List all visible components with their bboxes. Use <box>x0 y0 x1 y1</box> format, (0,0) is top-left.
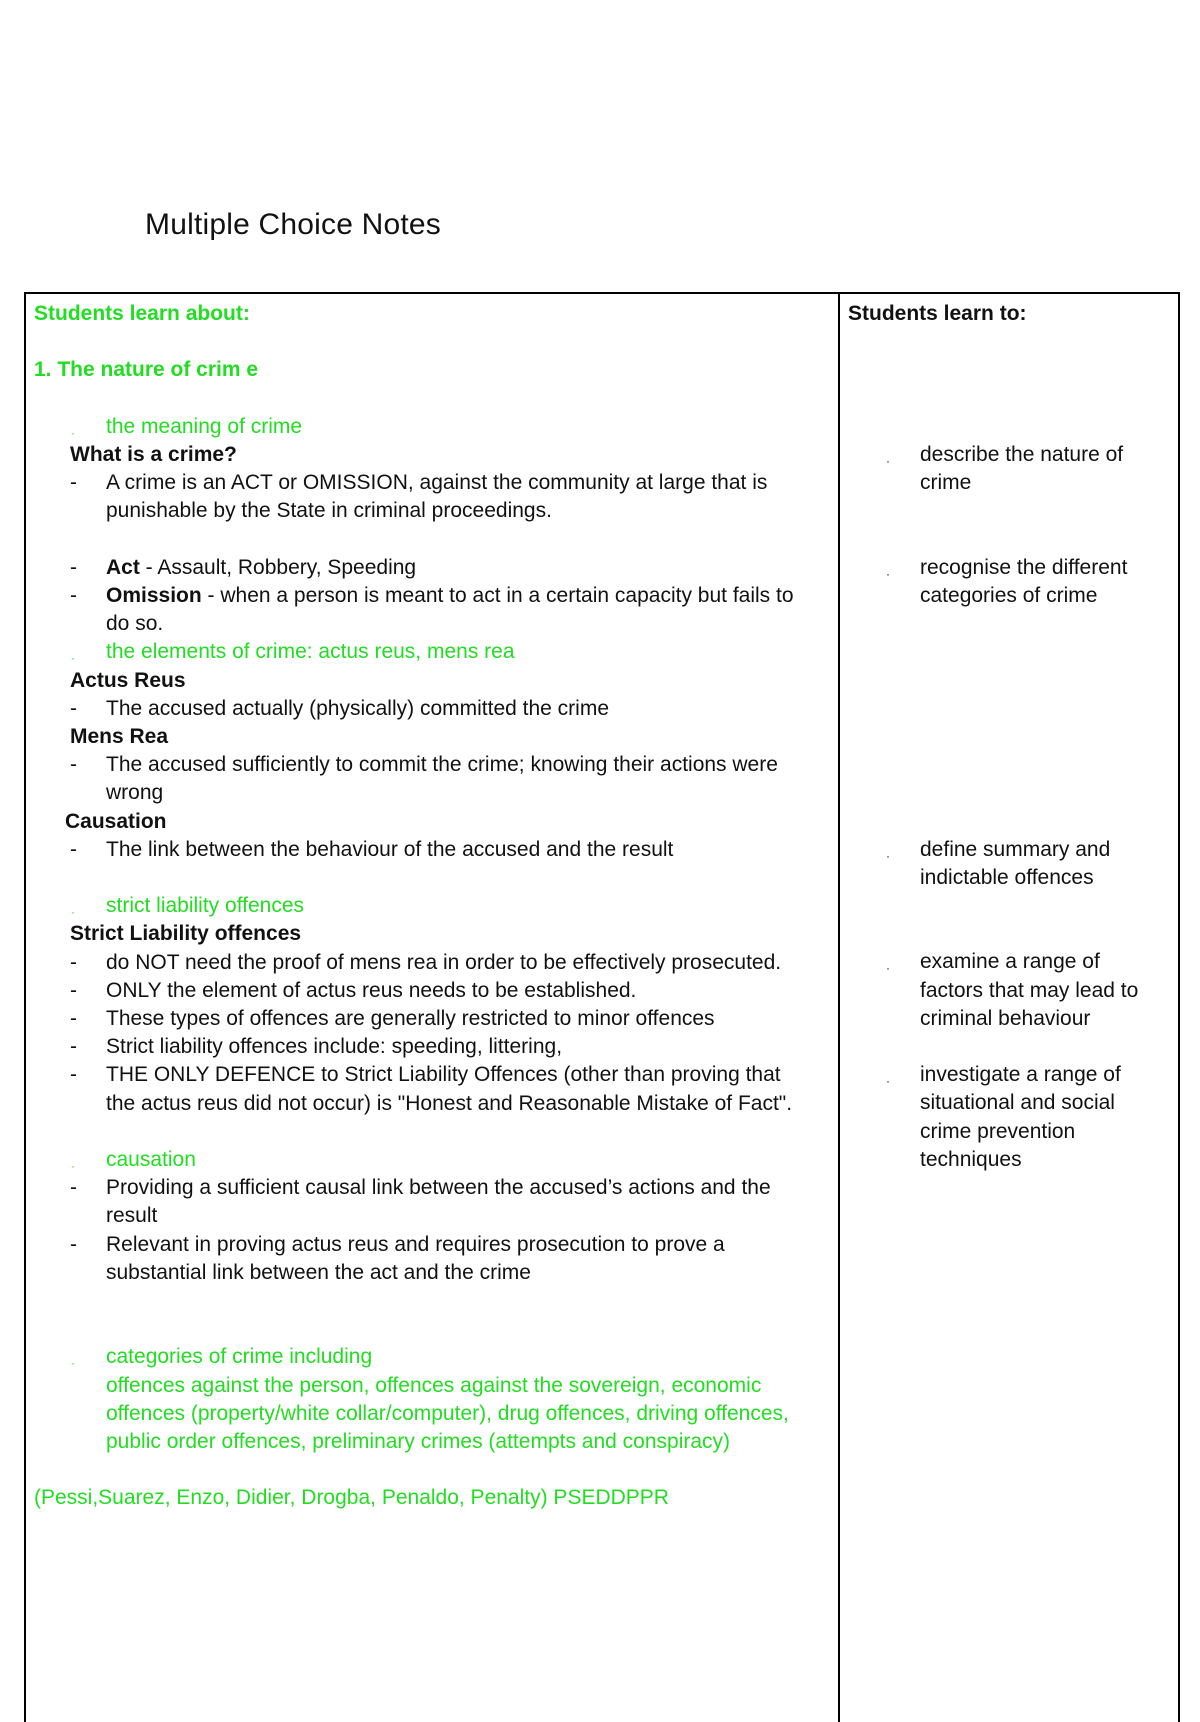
item-text: - when a person is meant to act in a certain capacity but fails to <box>201 583 794 607</box>
bullet-icon: · <box>71 905 75 920</box>
item-text: ONLY the element of actus reus needs to be established. <box>106 978 637 1002</box>
learn-to-column <box>848 300 1178 1174</box>
outcome-item <box>848 1061 1178 1174</box>
list-item <box>34 695 834 723</box>
outcome-text: factors that may lead to <box>920 978 1139 1002</box>
list-item-cont: result <box>106 1204 158 1228</box>
outcome-text: investigate a range of <box>920 1063 1121 1087</box>
outcome-text: situational and social <box>920 1091 1115 1115</box>
dash-icon: - <box>70 1007 77 1031</box>
list-item <box>34 413 834 441</box>
dash-icon: - <box>70 696 77 720</box>
item-text: Providing a sufficient causal link between the accused’s actions and the <box>106 1176 771 1200</box>
outcome-text: describe the nature of <box>920 442 1124 466</box>
item-text: do NOT need the proof of mens rea in order to be effectively prosecuted. <box>106 950 782 974</box>
dash-icon: - <box>70 753 77 777</box>
outcome-text: crime prevention <box>920 1119 1076 1143</box>
bullet-icon: · <box>71 1159 75 1174</box>
term-label: Omission <box>106 583 202 607</box>
learn-to-header: Students learn to: <box>848 302 1027 325</box>
item-text: Relevant in proving actus reus and requires prosecution to prove a <box>106 1232 725 1256</box>
list-item <box>34 836 834 864</box>
dash-icon: - <box>70 950 77 974</box>
item-text: The accused actually (physically) committed the crime <box>106 696 610 720</box>
subheading: Actus Reus <box>70 668 186 692</box>
list-item <box>34 977 834 1005</box>
list-item <box>34 1174 834 1202</box>
bullet-text: strict liability offences <box>106 894 305 918</box>
bullet-icon: · <box>886 1074 890 1089</box>
item-text: - Assault, Robbery, Speeding <box>139 555 417 579</box>
item-text: Strict liability offences include: speeding, littering, <box>106 1035 563 1059</box>
bullet-text: the meaning of crime <box>106 414 303 438</box>
list-item <box>34 582 834 610</box>
list-item-cont: do so. <box>106 612 164 636</box>
bullet-icon: · <box>71 425 75 440</box>
subheading: What is a crime? <box>70 442 237 466</box>
outcome-text: crime <box>920 471 972 495</box>
bullet-text: causation <box>106 1148 196 1172</box>
item-text: A crime is an ACT or OMISSION, against the community at large that is <box>106 471 768 495</box>
dash-icon: - <box>70 1035 77 1059</box>
list-item <box>34 1146 834 1174</box>
list-item <box>34 1005 834 1033</box>
dash-icon: - <box>70 471 77 495</box>
bullet-text: the elements of crime: actus reus, mens rea <box>106 640 515 664</box>
subheading: Mens Rea <box>70 725 169 748</box>
dash-icon: - <box>70 555 77 579</box>
term-label: Act <box>106 555 140 579</box>
outcome-item <box>848 441 1178 497</box>
list-item <box>34 638 834 666</box>
outcome-text: recognise the different <box>920 555 1128 579</box>
dash-icon: - <box>70 1176 77 1200</box>
list-item <box>34 554 834 582</box>
bullet-icon: · <box>886 453 890 468</box>
outcome-text: criminal behaviour <box>920 1006 1091 1030</box>
learn-about-header: Students learn about: <box>34 302 250 325</box>
outcome-item <box>848 948 1178 1033</box>
learn-about-column <box>34 300 834 1513</box>
outcome-text: examine a range of <box>920 950 1100 974</box>
column-divider <box>838 292 840 1722</box>
item-text: The link between the behaviour of the accused and the result <box>106 837 674 861</box>
list-item <box>34 1343 834 1371</box>
outcome-text: categories of crime <box>920 583 1098 607</box>
dash-icon: - <box>70 978 77 1002</box>
list-item-cont: public order offences, preliminary crimes (attempts and conspiracy) <box>106 1430 731 1454</box>
bullet-text: categories of crime including <box>106 1345 373 1369</box>
list-item <box>34 1231 834 1259</box>
item-text: The accused sufficiently to commit the crime; knowing their actions were <box>106 753 778 777</box>
bullet-icon: · <box>886 566 890 581</box>
item-text: THE ONLY DEFENCE to Strict Liability Offences (other than proving that <box>106 1063 781 1087</box>
list-item <box>34 1061 834 1089</box>
item-text: These types of offences are generally restricted to minor offences <box>106 1007 715 1031</box>
list-item <box>34 949 834 977</box>
subheading: Causation <box>65 809 167 833</box>
list-item-cont: offences against the person, offences against the sovereign, economic <box>106 1373 762 1397</box>
outcome-text: define summary and <box>920 837 1111 861</box>
bullet-icon: · <box>71 1356 75 1371</box>
section-heading: 1. The nature of crim e <box>34 358 259 382</box>
list-item-cont: offences (property/white collar/computer), drug offences, driving offences, <box>106 1401 789 1425</box>
outcome-item <box>848 836 1178 892</box>
list-item-cont: the actus reus did not occur) is "Honest and Reasonable Mistake of Fact". <box>106 1091 793 1115</box>
bullet-icon: · <box>71 651 75 666</box>
list-item <box>34 469 834 497</box>
list-item <box>34 892 834 920</box>
outcome-text: indictable offences <box>920 865 1094 889</box>
list-item-cont: substantial link between the act and the crime <box>106 1260 531 1284</box>
subheading: Strict Liability offences <box>70 922 302 946</box>
mnemonic: (Pessi,Suarez, Enzo, Didier, Drogba, Penaldo, Penalty) PSEDDPPR <box>34 1486 669 1510</box>
dash-icon: - <box>70 583 77 607</box>
dash-icon: - <box>70 1063 77 1087</box>
list-item <box>34 1033 834 1061</box>
dash-icon: - <box>70 837 77 861</box>
list-item-cont: wrong <box>106 781 164 805</box>
page-title: Multiple Choice Notes <box>145 208 441 241</box>
bullet-icon: · <box>886 961 890 976</box>
list-item-cont: punishable by the State in criminal proceedings. <box>106 499 552 523</box>
dash-icon: - <box>70 1232 77 1256</box>
bullet-icon: · <box>886 848 890 863</box>
outcome-item <box>848 554 1178 610</box>
outcome-text: techniques <box>920 1147 1022 1171</box>
list-item <box>34 751 834 779</box>
